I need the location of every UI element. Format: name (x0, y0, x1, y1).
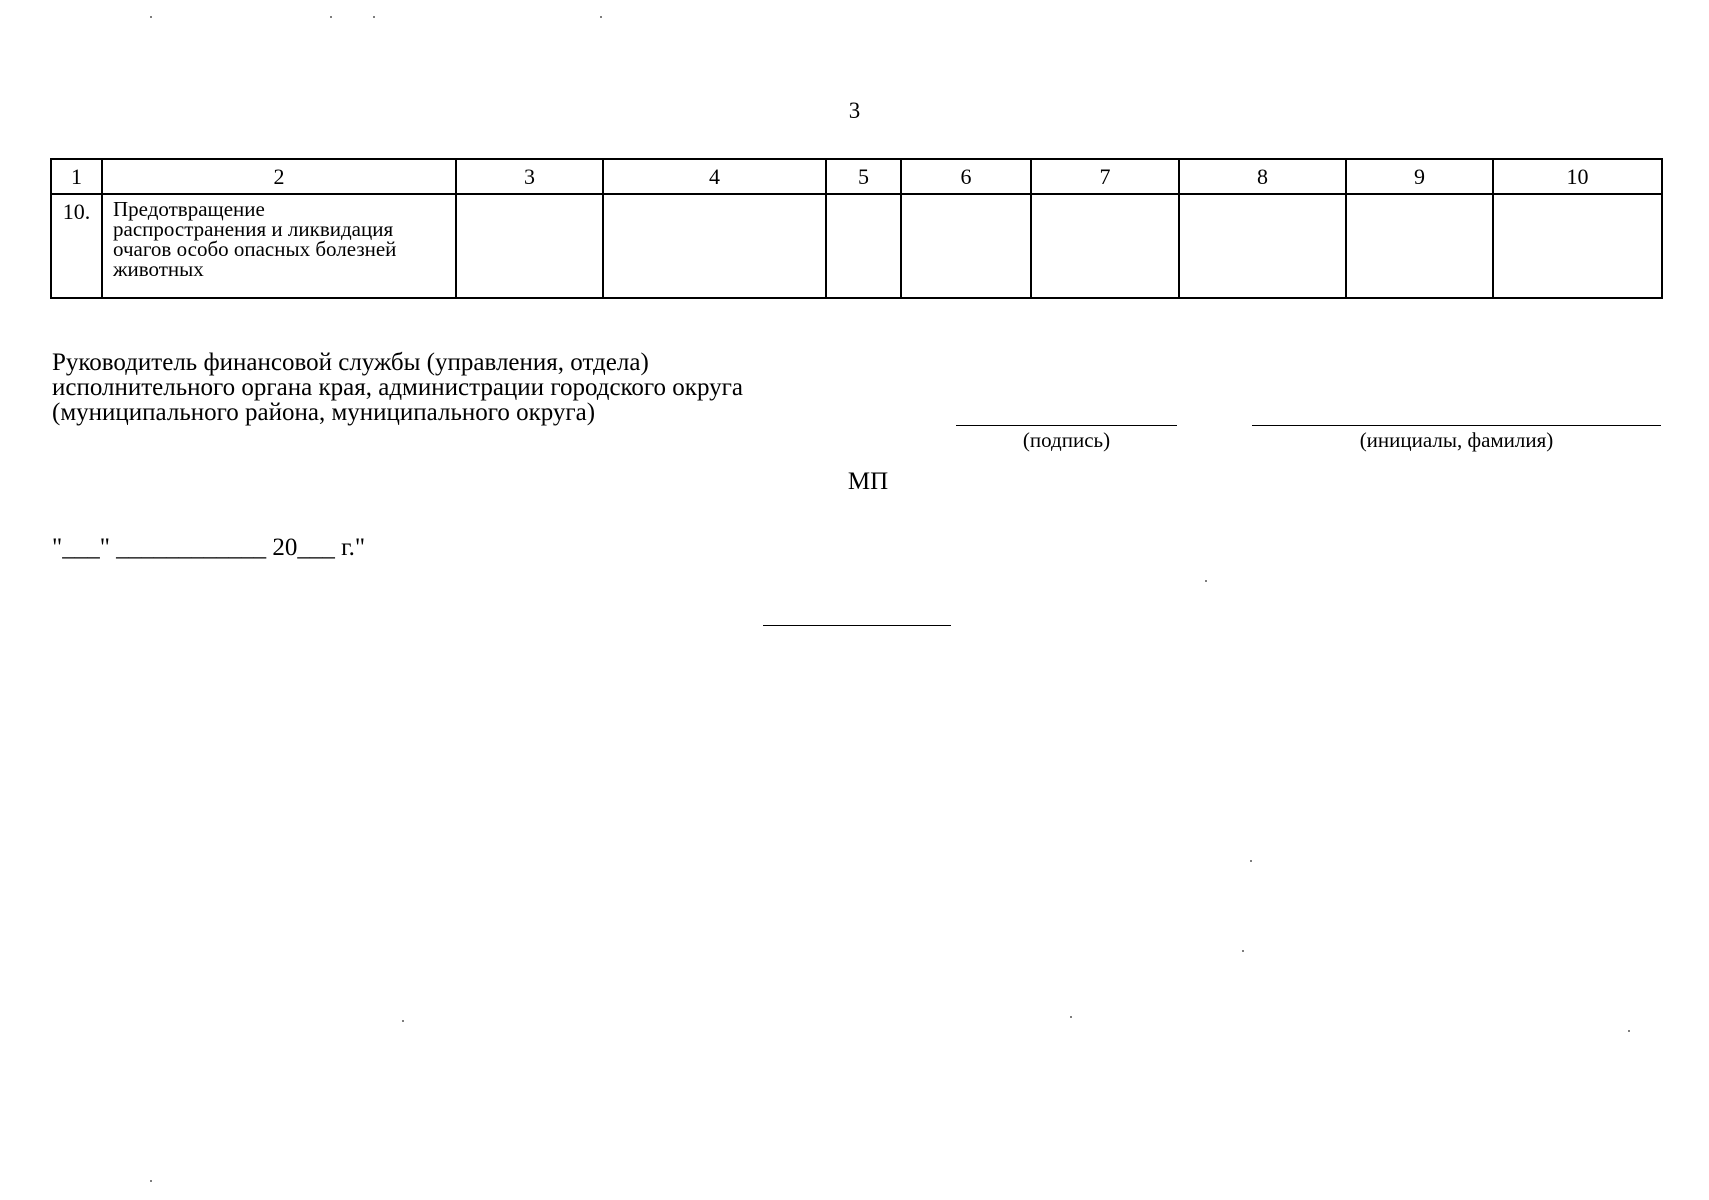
signature-title-line: Руководитель финансовой службы (управления, отдела) (52, 349, 649, 376)
initials-caption: (инициалы, фамилия) (1359, 428, 1554, 452)
scan-speck (1250, 860, 1252, 862)
scan-speck (150, 1180, 152, 1182)
scan-speck (1205, 580, 1207, 582)
row-name-cell (102, 194, 456, 298)
signature-caption: (подпись) (1022, 428, 1111, 452)
scan-speck (1628, 1030, 1630, 1032)
table-header-row (51, 159, 1662, 194)
row-number-cell: 10. (51, 194, 102, 298)
column-header: 1 (51, 159, 102, 194)
scan-speck (373, 16, 375, 18)
column-header: 6 (901, 159, 1031, 194)
column-header: 7 (1031, 159, 1179, 194)
scan-speck (330, 16, 332, 18)
row-name-line: животных (113, 257, 204, 281)
column-header: 2 (102, 159, 456, 194)
signature-title-line: (муниципального района, муниципального округа) (52, 399, 596, 426)
row-name-line: очагов особо опасных болезней (113, 237, 397, 261)
signature-title (52, 350, 743, 425)
scan-speck (150, 16, 152, 18)
initials-line (1252, 425, 1661, 426)
table-cell (1493, 194, 1662, 298)
scan-speck (1070, 1016, 1072, 1018)
page-number: 3 (848, 98, 861, 123)
table-cell (1346, 194, 1493, 298)
column-header: 9 (1346, 159, 1493, 194)
table-cell (1031, 194, 1179, 298)
column-header: 5 (826, 159, 901, 194)
stamp-mark: МП (847, 468, 889, 495)
scan-speck (600, 16, 602, 18)
table-cell (1179, 194, 1346, 298)
scan-speck (1242, 950, 1244, 952)
column-header: 10 (1493, 159, 1662, 194)
column-header: 3 (456, 159, 603, 194)
row-name-line: Предотвращение (113, 197, 265, 221)
data-table (50, 158, 1663, 299)
date-field: "___" ____________ 20___ г." (52, 534, 366, 561)
table-cell (456, 194, 603, 298)
row-name-line: распространения и ликвидация (113, 217, 394, 241)
column-header: 4 (603, 159, 826, 194)
end-divider (763, 625, 951, 626)
table-cell (603, 194, 826, 298)
scan-speck (402, 1020, 404, 1022)
column-header: 8 (1179, 159, 1346, 194)
table-cell (901, 194, 1031, 298)
signature-line (956, 425, 1177, 426)
table-cell (826, 194, 901, 298)
signature-title-line: исполнительного органа края, администрации городского округа (52, 374, 743, 401)
table-row (51, 194, 1662, 298)
